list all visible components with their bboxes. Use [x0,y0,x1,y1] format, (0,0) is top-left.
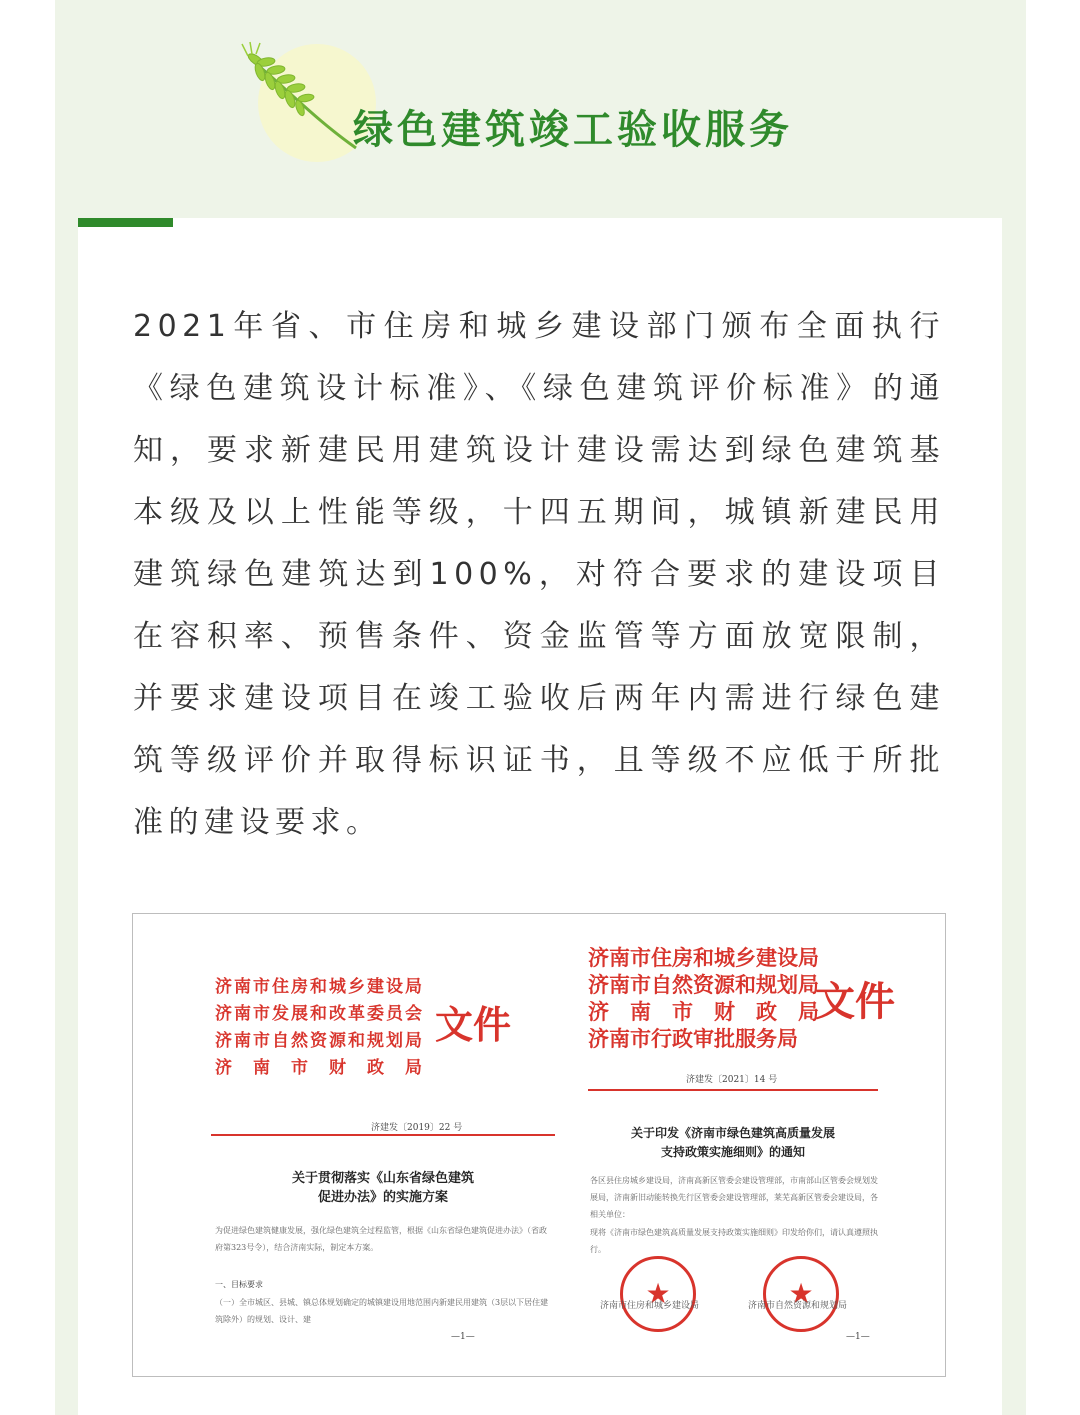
doc-right-issuer: 济南市住房和城乡建设局 [588,945,819,970]
doc-left-title-line2: 促进办法》的实施方案 [317,1190,448,1205]
doc-right-para2: 现将《济南市绿色建筑高质量发展支持政策实施细则》印发给你们，请认真遵照执行。 [590,1228,878,1254]
card-accent-bar [78,218,173,227]
doc-right-type: 文件 [815,978,895,1025]
doc-left-issuer: 济南市自然资源和规划局 [215,1031,424,1051]
doc-left-para1: 为促进绿色建筑健康发展，强化绿色建筑全过程监管，根据《山东省绿色建筑促进办法》（省政府第323号令），结合济南实际，制定本方案。 [215,1226,547,1252]
doc-left-type: 文件 [435,1002,512,1047]
star-icon: ★ [788,1277,814,1310]
section-header [0,0,1080,215]
doc-right-page-number: —1— [846,1332,870,1342]
doc-right-number: 济建发〔2021〕14 号 [686,1075,778,1085]
doc-left-divider [211,1134,555,1136]
doc-left-title-line1: 关于贯彻落实《山东省绿色建筑 [291,1171,474,1186]
seal-stamp-left [620,1256,696,1332]
doc-right-seal1-text: 济南市住房和城乡建设局 [600,1301,700,1311]
doc-left-page-number: —1— [451,1332,475,1342]
doc-left-issuer: 济 南 市 财 政 局 [215,1058,424,1078]
doc-left-number: 济建发〔2019〕22 号 [371,1123,463,1133]
intro-paragraph: 2021年省、市住房和城乡建设部门颁布全面执行《绿色建筑设计标准》、《绿色建筑评价标准》的通知，要求新建民用建筑设计建设需达到绿色建筑基本级及以上性能等级，十四五期间，城镇新建民用建筑绿色建筑达到100%，对符合要求的建设项目在容积率、预售条件、资金监管等方面放宽限制，并要求建设项目在竣工验收后两年内需进行绿色建筑等级评价并取得标识证书，且等级不应低于所批准的建设要求。 [133,309,945,840]
doc-left-para2: （一）全市城区、县城、镇总体规划确定的城镇建设用地范围内新建民用建筑（3层以下居住建筑除外）的规划、设计、建 [215,1298,549,1324]
document-right [578,914,928,1378]
doc-right-divider [588,1089,878,1091]
seal-stamp-right [763,1256,839,1332]
doc-right-title-line2: 支持政策实施细则》的通知 [660,1145,805,1159]
star-icon: ★ [645,1277,671,1310]
doc-left-issuer: 济南市发展和改革委员会 [215,1004,424,1024]
doc-right-seal2-text: 济南市自然资源和规划局 [748,1301,848,1311]
doc-left-heading: 一、目标要求 [215,1280,263,1289]
doc-right-issuer: 济南市自然资源和规划局 [588,972,819,997]
doc-right-issuer: 济 南 市 财 政 局 [588,999,819,1024]
doc-right-para1: 各区县住房城乡建设局，济南高新区管委会建设管理部，市南部山区管委会规划发展局，济南新旧动能转换先行区管委会建设管理部，莱芜高新区管委会建设局，各相关单位： [590,1176,878,1219]
document-left [203,914,563,1378]
page-title: 绿色建筑竣工验收服务 [353,107,793,153]
doc-right-issuer: 济南市行政审批服务局 [588,1026,798,1051]
doc-right-title-line1: 关于印发《济南市绿色建筑高质量发展 [630,1126,835,1140]
document-image [132,913,946,1377]
doc-left-issuer: 济南市住房和城乡建设局 [215,977,424,997]
